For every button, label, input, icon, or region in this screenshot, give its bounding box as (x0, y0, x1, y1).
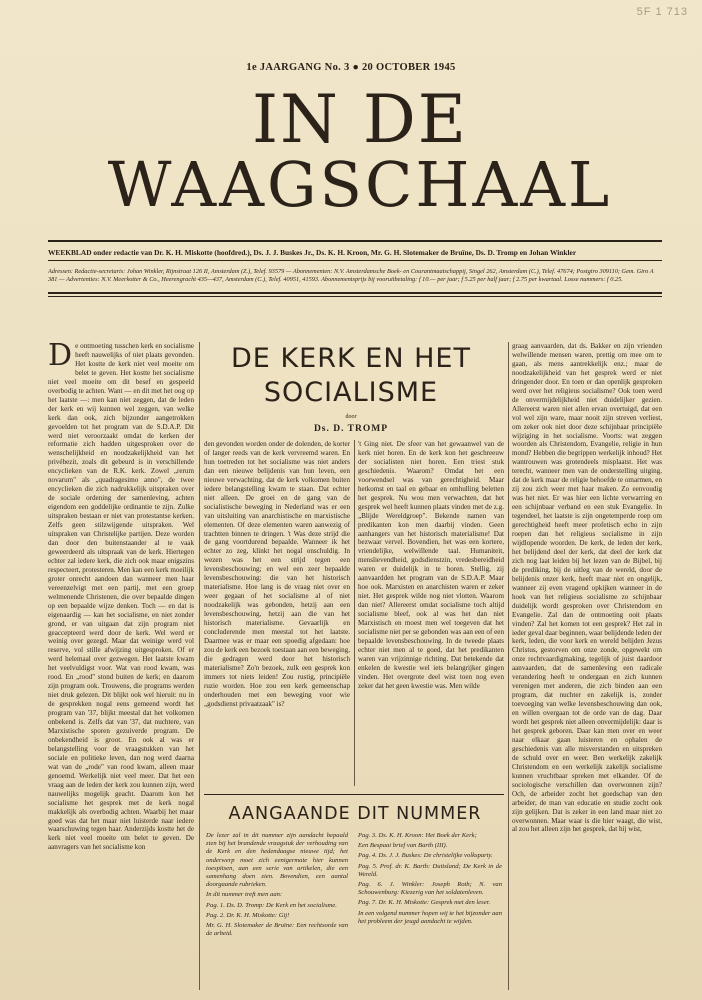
article-column-2-text: den gevonden worden onder de dolenden, de korter of langer reeds van de kerk vervreemd waren. En hun toetreden tot het socialisme was niet anders dan een nieuwe belijdenis van hun leven, een nieuwe verwachting, dat de kerk volkomen buiten iedere belangstelling kwam te staan. Dat echter niet alleen. De groei en de gang van de socialistische beweging in Nederland was er een van uitsluiting van anarchistische en marxistische elementen. Of deze elementen waren aanwezig of trachtten binnen te dringen. 't Was deze strijd die de gang voortdurend bepaalde. Wanneer ik het echter zo zeg, klinkt het nogal onschuldig. In wezen was het een strijd tegen een levensbeschouwing; en wel een zeer bepaalde levensbeschouwing: die van het historisch materialisme. Hoe lang is de vraag niet over en weer gegaan of het socialisme al of niet noodzakelijk was gebonden, hetzij aan een levensbeschouwing, hetzij aan die van het historisch materialisme. Gevaarlijk en concluderende men meestal tot het laatste. Daarmee was er maar een spoedig afgedaan: hoe zou de kerk een bezoek toestaan aan een beweging, die gedragen werd door het historisch materialisme? Zo'n bezoek, zulk een gesprek kon immers tot niets leiden! Zou rustig, principiële ruzie worden. Hoe zou een kerk gemeenschap onderhouden met een beweging voor wie „godsdienst privaatzaak" is? (204, 440, 350, 708)
column-divider-1 (199, 342, 200, 990)
sidebar-item: Pag. 2. Dr. K. H. Miskotte: Gij! (206, 911, 290, 919)
article-column-1 (48, 342, 194, 990)
addresses-block: Adressen: Redactie-secretaris: Johan Winkler, Rijnstraat 126 II, Amsterdam (Z.), Telef. 93579 — Abonnementen: N.V. Amsterdamsche Boek- en Courantmaatschappij, Singel 262, Amsterdam (C.), Telef. 47674; Postgiro 309110; Gem. Giro A 381 — Advertenties: N.V. Meerkotter & Co., Heerengracht 435—437, Amsterdam (C.), Telef. 40951, 41593. Abonnementsprijs bij vooruitbetaling: f 10.— per jaar; f 5.25 per half jaar; f 2.75 per kwartaal. Losse nummers: f 0.25. (48, 268, 654, 284)
sidebar-item: In een volgend nummer hopen wij te het bijzonder aan het probleem der jeugd aandacht te wijden. (358, 909, 502, 925)
article-author: Ds. D. TROMP (313, 424, 389, 434)
sidebar-left-column (206, 832, 348, 992)
article-column-2 (204, 440, 350, 786)
sidebar-item: Pag. 6. J. Winkler: Joseph Roth; N. van Schouwenburg: Kiezerig van het soldatenleven. (358, 881, 502, 897)
sidebar-contents-label: In dit nummer treft men aan: (206, 891, 283, 899)
article-headline-line-2: SOCIALISME (263, 377, 439, 408)
sidebar-title: AANGAANDE DIT NUMMER (228, 804, 482, 824)
archive-mark: 5F 1 713 (636, 6, 688, 18)
sidebar-rule-top (204, 794, 504, 795)
editors-line: WEEKBLAD onder redactie van Dr. K. H. Miskotte (hoofdred.), Ds. J. J. Buskes Jr., Ds. K. H. Kroon, Mr. G. H. Slotemaker de Bruïne, Ds. D. Tromp en Johan Winkler (48, 248, 577, 257)
article-column-3 (358, 440, 504, 786)
issue-line: 1e JAARGANG No. 3 ● 20 OCTOBER 1945 (246, 62, 456, 73)
addresses-rule-thin (48, 296, 662, 297)
article-headline-line-1: DE KERK EN HET (231, 343, 471, 374)
masthead-rule-top (48, 240, 662, 242)
dropcap: D (48, 342, 73, 373)
editors-rule (48, 260, 662, 261)
article-column-4 (512, 342, 662, 990)
byline-door: door (345, 414, 357, 420)
article-column-1-text: e ontmoeting tusschen kerk en socialisme heeft nauwelijks of niet plaats gevonden. Het kostte de kerk niet veel moeite om belet te geven. Het kostte het socialisme niet veel moeite om dit besef en gespeeld overbodig te achten. Want — en dit met het oog op het laatste —: men kan niet zeggen, dat de leden der kerk en wij kunnen wel zeggen, van welke kerk dan ook, zich bijzonder aangetrokken gevoelden tot het program van de S.D.A.P. Dit werd niet veroorzaakt omdat de kerken der reformatie zich hadden uitgesproken over de wenschelijkheid en noodzakelijkheid van het privébezit, zoals dit gebeurd is in verschillende encyclieken van de R.K. kerk. Zowel „rerum novarum" als „quadragesimo anno", de twee encyclieken die zich nadrukkelijk uitspraken over de sociale ordening der samenleving, achten eigendom een goddelijke ordinantie te zijn. Zulke uitspraken bestaan er niet van protestantse kerken. Zelfs geen stilzwijgende uitspraken. Wel uitspraken van Christelijke partijen. Deze worden dan door den buitenstaander al te vaak geweerdeerd als uitspraak van de kerk. Hiertegen echter zal iedere kerk, die zich ook maar enigszins respecteert, protesteren. Men kan een kerk moeilijk groter onrecht aandoen dan wanneer men haar vereenzelvigt met een partij, met een groep welmenende Christenen, die over bepaalde dingen op een bepaalde wijze denken. Toch — en dat is eigenaardig — kan het socialisme, en niet zonder grond, er van uitgaan dat zijn program niet geaccepteerd werd door de kerk. Wel werd er weinig over gezegd. Maar dat weinige werd vol reserve, vol stille afwijzing uitgesproken. Of er werd helemaal over gezwegen. Het laatste kwam het veelvuldigst voor. Wat van rood kwam, was rood. En „rood" stond buiten de kerk; en daarom zijn program ook. Trouwens, die programs werden niet druk gelezen. Dit blijkt ook wel hieruit: nu in de gesprekken nogal eens gemeend wordt het program van '37, blijkt meestal dat het volkomen onbekend is. Zelfs dat van '37, dat nuchtere, van Marxistische sporen gezuiverde program. De onbekendheid is groot. En ook al was er belangstelling voor de vraagstukken van het sociale en politieke leven, dan nog werd daarna wat van de „rode" van rood kwam, alleen maar genoemd. Werkelijk niet veel meer. Dat het een vraag aan de leden der kerk zou kunnen zijn, werd nauwelijks mogelijk geacht. Daarom kon het socialisme het gesprek met de kerk nogal makkelijk als overbodig achten. Waarbij het maar goed was dat het maar niet luisterde naar iedere waarschuwing tegen haar. Anderzijds kostte het de kerk niet veel moeite om belet te geven. De aanvragers van het socialisme kon (48, 342, 194, 852)
masthead-line-2: WAAGSCHAAL (107, 148, 613, 221)
column-divider-3 (508, 342, 509, 990)
sidebar-item: Pag. 5. Prof. dr. K. Barth: Duitsland; De Kerk in de Wereld. (358, 862, 502, 878)
sidebar-item: Pag. 1. Ds. D. Tromp: De Kerk en het socialisme. (206, 901, 337, 909)
sidebar-intro: De lezer zal in dit nummer zijn aandacht bepaald zien bij het brandende vraagstuk der verhouding van de Kerk en den hedendaagse nieuwe tijd; het onderwerp moet zich eenigermate hier kunnen toespitsen, aan een serie van artikelen, die een samenhang doen zien. Bovendien, een aantal doorgaande rubrieken. (206, 832, 348, 889)
article-column-4-text: graag aanvaarden, dat ds. Bakker en zijn vrienden welwillende mensen waren, prettig om mee om te gaan, als mens aantrekkelijk enz.; maar de noodzakelijkheid van het gesprek werd er niet dringender door. En toen er dan openlijk gesproken werd over het religieus socialisme? Ook toen werd de onvermijdelijkheid niet duidelijker gezien. Allereerst waren niet allen ervan overtuigd, dat een vol wel zijn ware, maar nooit zijn streven verliest, om zeker ook niet door deze schijnbaar principiële wijziging in het socialisme. Voorts: wat zeggen woorden als Christendom, Evangelie, religie in hun mond? Hebben die begrippen werkelijk inhoud? Het wantrouwen was grotendeels misplaatst. Het was terecht, wanneer men van de onderstelling uitging, dat de kerk maar de religie behoefde te omarmen, en zij zou zich weer met haar maken. Zo eenvoudig was het niet. Er was hier een lichte verwarring en een schijnbaar verband en een stuk Evangelie. In tegendeel, het laatste is zijn ongetemperde roep om gerechtigheid heeft meer profetisch echo in zijn roepen dan het religieus socialisme in zijn wijdlopende woorden. De kerk, de leden der kerk, het belijdend deel der kerk, dat deel der kerk dat zich nog laat leiden bij het lezen van de Bijbel, bij de prediking, bij de uitleg van de wereld, door de belijdenis onzer kerk, heeft maar niet en ongelijk, wanneer zij even vragend opkijken wanneer in de hoek van het religieus socialisme zo schijnbaar duidelijk wordt gesproken over Christendom en Evangelie. Zal dan de ontmoeting ooit plaats vinden? Zal het komen tot een gesprek? Het zal in ieder geval daar beginnen, waar belijdende leden der kerk, leden, die voor kerk en wereld belijden Jezus Christus, gestorven om onze zonde, opgewekt om onze rechtvaardigmaking, tegelijk of juist daardoor aanvaarden, dat de samenleving een radicale verandering heeft te ondergaan en zich kunnen verenigen met anderen, die zich binden aan een program, dat nuchter en zakelijk is, zonder toevoeging van welke levensbeschouwing dan ook, en willen overgaan tot de orde van de dag. Daar wordt het gesprek niet alleen onvermijdelijk: daar is het gesprek geboren. Daar kan men over en weer naar elkaar gaan luisteren en ophalen de geschiedenis van alle misverstanden en uitspreken de schuld over en weer. Ben werkelijk zakelijk Christendom en een werkelijk zakelijk socialisme kunnen vruchtbaar spreken met elkander. Of de sociologische verschillen dan overwonnen zijn? Och, de arbeider zocht het goedschap van den arbeider, de man van educatie en studie zocht ook zijn gelijken. Dat is zeker in een land maar niet zo overwonnen. Maar waar is die hier waagt, die wist, al zou het alleen zijn het gesprek, dat hij wist, (512, 342, 662, 834)
addresses-rule (48, 292, 662, 294)
masthead-line-1: IN DE (252, 81, 468, 158)
sidebar-item: Pag. 3. Ds. K. H. Kroon: Het Boek der Kerk; (358, 832, 477, 839)
article-column-3-text: 't Ging niet. De sfeer van het gewaanwel van de kerk niet horen. En de kerk kon het geschreeuw der socialisten niet horen. Een triest stuk geschiedenis. Waarom? Omdat het een voorwendsel was van gerechtigheid. Maar hetkomst en taal en gebaar en omhulling beletten het gesprek. Nu wou men verwachten, dat het gesprek wel heeft kunnen plaats vinden met de z.g. „Blijde Wereldgroep". Bekende namen van predikanten kon men daarbij vinden. Geen aanhangers van het historisch materialisme! Dat bezwaar vervel. Bovendien, het was een kortere, vriendelijke, welwillende taal. Humaniteit, menslievendheid, godsdienstzin, vredesbereidheid waren er duidelijk in te horen. Stellig, zij aanvaardden het program van de S.D.A.P. Maar hoe ook. Marxisten en anarchisten waren er zeker niet. Het gesprek wilde nog niet vlotten. Waarom dan niet? Allereerst omdat socialisme toch altijd socialisme bleef, ook al was het dan niet Marxistisch en moest men wel toegeven dat het socialisme niet per se gebonden was aan een of een bepaalde levensbeschouwing. In de tweede plaats echter niet men al te goed, dat het predikanten waren van vrijzinnige richting. Dat betekende dat enkelen de kwestie wel iets belangrijker gingen vinden. Het overgrote deel wist toen nog even zeker dat het geen kwestie was. Men wilde (358, 440, 504, 690)
sidebar-right-column (358, 832, 502, 992)
sidebar-item: Pag. 7. Dr. K. H. Miskotte: Gesprek met den leser. (358, 899, 491, 907)
column-divider-2 (354, 440, 355, 786)
sidebar-item: Een Bespaai brief van Barth (III). (358, 842, 448, 850)
sidebar-item: Mr. G. H. Slotemaker de Bruïne: Een rechtsorde van de arbeid. (206, 922, 348, 938)
sidebar-item: Pag. 4. Ds. J. J. Buskes: De christelijke volksparty. (358, 852, 493, 860)
